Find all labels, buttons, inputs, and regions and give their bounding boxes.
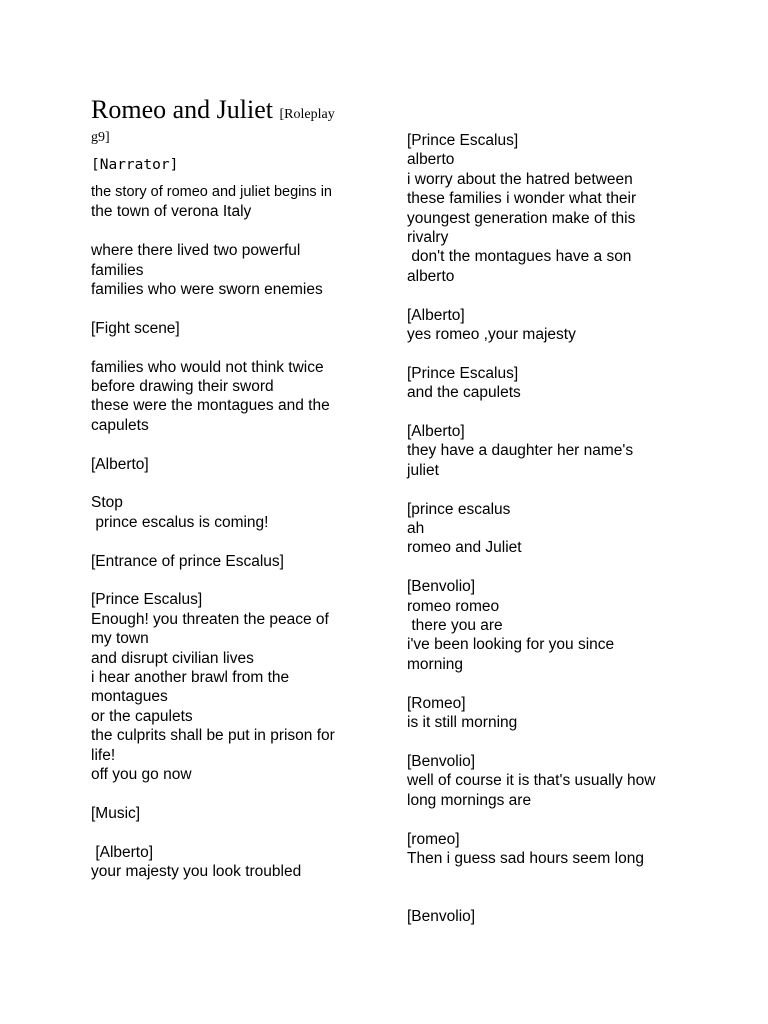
script-line: don't the montagues have a son <box>407 248 632 266</box>
stage-direction: [Music] <box>91 804 141 822</box>
script-line: your majesty you look troubled <box>91 863 302 881</box>
script-line: families <box>91 261 144 279</box>
script-line: juliet <box>407 461 439 479</box>
speaker-label: [Alberto] <box>407 306 465 324</box>
script-line: Stop <box>91 494 123 512</box>
title-tag-continuation: g9] <box>91 130 110 145</box>
script-line: capulets <box>91 416 149 434</box>
speaker-label: [Benvolio] <box>407 908 476 926</box>
script-line: alberto <box>407 151 455 169</box>
title-tag: [Roleplay <box>279 107 335 122</box>
script-line: there you are <box>407 617 503 635</box>
stage-direction: [Entrance of prince Escalus] <box>91 552 284 570</box>
script-line: prince escalus is coming! <box>91 513 269 531</box>
speaker-label: [Alberto] <box>91 455 149 473</box>
left-column <box>91 95 361 881</box>
script-line: my town <box>91 630 149 648</box>
script-line: families who would not think twice <box>91 358 324 376</box>
right-column <box>407 131 697 927</box>
speaker-label: [Prince Escalus] <box>407 364 519 382</box>
speaker-label: [romeo] <box>407 830 460 848</box>
script-line: before drawing their sword <box>91 378 274 396</box>
script-line: these were the montagues and the <box>91 397 330 415</box>
script-line: well of course it is that's usually how <box>407 772 656 790</box>
script-line: and the capulets <box>407 384 521 402</box>
speaker-label: [Alberto] <box>91 843 154 861</box>
script-line: alberto <box>407 267 455 285</box>
script-line: ah <box>407 520 425 538</box>
script-line: montagues <box>91 688 168 706</box>
script-line: Enough! you threaten the peace of <box>91 610 329 628</box>
script-line: long mornings are <box>407 791 532 809</box>
script-line: i hear another brawl from the <box>91 669 290 687</box>
narrator-label: [Narrator] <box>91 157 179 173</box>
script-line: or the capulets <box>91 707 193 725</box>
script-line: i've been looking for you since <box>407 636 615 654</box>
script-line: Then i guess sad hours seem long <box>407 849 644 867</box>
script-line: yes romeo ,your majesty <box>407 326 576 344</box>
speaker-label: [prince escalus <box>407 500 511 518</box>
document-title <box>91 95 361 130</box>
script-line: rivalry <box>407 229 449 247</box>
title-main: Romeo and Juliet <box>91 95 273 124</box>
speaker-label: [Romeo] <box>407 694 466 712</box>
script-line: life! <box>91 746 116 764</box>
script-line: families who were sworn enemies <box>91 281 323 299</box>
speaker-label: [Benvolio] <box>407 578 476 596</box>
script-line: the culprits shall be put in prison for <box>91 727 335 745</box>
script-line: and disrupt civilian lives <box>91 649 254 667</box>
script-line: the story of romeo and juliet begins in <box>91 184 332 200</box>
script-line: romeo romeo <box>407 597 500 615</box>
script-line: i worry about the hatred between <box>407 170 633 188</box>
script-line: romeo and Juliet <box>407 539 522 557</box>
script-line: morning <box>407 655 463 673</box>
script-line: is it still morning <box>407 714 518 732</box>
script-line: they have a daughter her name's <box>407 442 634 460</box>
script-line: these families i wonder what their <box>407 190 637 208</box>
stage-direction: [Fight scene] <box>91 319 180 337</box>
speaker-label: [Prince Escalus] <box>407 132 519 149</box>
script-line: youngest generation make of this <box>407 209 636 227</box>
speaker-label: [Prince Escalus] <box>91 591 203 609</box>
script-line: where there lived two powerful <box>91 242 301 260</box>
speaker-label: [Alberto] <box>407 423 465 441</box>
script-line: off you go now <box>91 766 192 784</box>
script-line: the town of verona Italy <box>91 203 252 221</box>
speaker-label: [Benvolio] <box>407 752 476 770</box>
